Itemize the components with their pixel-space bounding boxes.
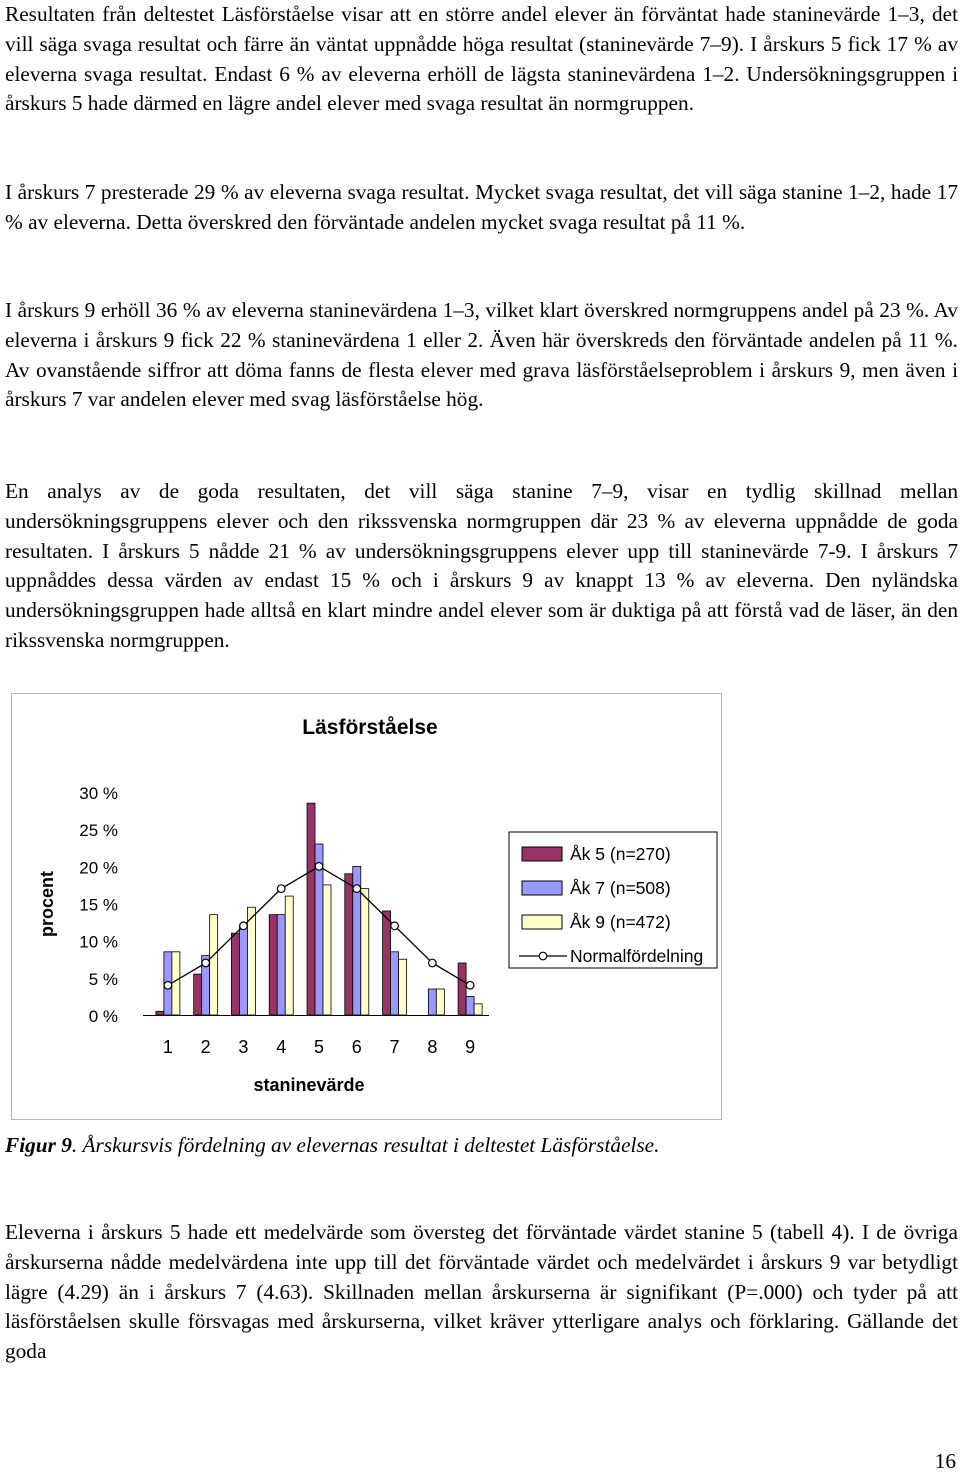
y-tick-label: 0 % xyxy=(88,1007,118,1026)
normal-point xyxy=(429,959,437,967)
bar xyxy=(436,989,444,1015)
bar xyxy=(323,885,331,1015)
paragraph-1: Resultaten från deltestet Läsförståelse visar att en större andel elever än förväntat hade staninevärde 1–3, det vill säga svaga resultat och färre än väntat uppnådde höga resultat (staninevärde 7–9). I årskurs 5 fick 17 % av eleverna svaga resultat. Endast 6 % av eleverna erhöll de lägsta staninevärdena 1–2. Undersökningsgruppen i årskurs 5 hade därmed en lägre andel elever med svaga resultat än normgruppen. xyxy=(5,2,958,116)
bar xyxy=(269,915,277,1015)
bar xyxy=(285,896,293,1015)
bar xyxy=(361,889,369,1015)
bar xyxy=(172,952,180,1015)
chart-container xyxy=(11,693,722,1120)
bar xyxy=(474,1004,482,1015)
y-axis-label: procent xyxy=(37,870,57,938)
bar xyxy=(247,907,255,1015)
paragraph-5: Eleverna i årskurs 5 hade ett medelvärde som översteg det förväntade värdet stanine 5 (tabell 4). I de övriga årskurserna nådde medelvärdena inte upp till det förväntade värdet och medelvärdet i årskurs 9 var betydligt lägre (4.29) än i årskurs 7 (4.63). Skillnaden mellan årskurserna är signifikant (P=.000) och tyder på att läsförståelsen skulle försvagas med årskurserna, vilket kräver ytterligare analys och förklaring. Gällande det goda xyxy=(5,1220,958,1364)
bar xyxy=(307,803,315,1015)
bar xyxy=(210,915,218,1015)
legend-swatch xyxy=(522,881,562,895)
y-tick-label: 5 % xyxy=(88,969,118,989)
y-tick-label: 25 % xyxy=(79,821,118,841)
normal-point xyxy=(202,959,210,967)
x-tick-label: 6 xyxy=(351,1037,362,1057)
bar xyxy=(458,963,466,1015)
bar xyxy=(277,915,285,1015)
normal-point xyxy=(240,922,248,930)
normal-point xyxy=(315,863,323,871)
x-tick-label: 8 xyxy=(427,1037,438,1057)
bar xyxy=(383,911,391,1015)
normal-point xyxy=(353,885,361,893)
legend-label: Åk 7 (n=508) xyxy=(570,878,671,898)
normal-point xyxy=(466,981,474,989)
page-number: 16 xyxy=(934,1449,956,1473)
normal-point xyxy=(391,922,399,930)
x-axis-label: staninevärde xyxy=(253,1075,365,1095)
figure-caption-text: . Årskursvis fördelning av elevernas resultat i deltestet Läsförståelse. xyxy=(71,1133,660,1157)
bar xyxy=(391,952,399,1015)
bar xyxy=(345,874,353,1015)
reading-comprehension-chart xyxy=(12,694,723,1121)
x-tick-label: 7 xyxy=(389,1037,400,1057)
paragraph-2: I årskurs 7 presterade 29 % av eleverna svaga resultat. Mycket svaga resultat, det vill säga stanine 1–2, hade 17 % av eleverna. Detta överskred den förväntade andelen mycket svaga resultat på 11 %. xyxy=(5,180,958,234)
bar xyxy=(399,959,407,1015)
y-tick-label: 20 % xyxy=(79,858,118,878)
bar xyxy=(239,926,247,1015)
legend-marker xyxy=(539,952,547,960)
bar xyxy=(466,996,474,1015)
legend-label: Normalfördelning xyxy=(570,946,704,966)
bar xyxy=(231,933,239,1015)
bar xyxy=(156,1011,164,1015)
x-tick-label: 2 xyxy=(200,1037,211,1057)
y-tick-label: 30 % xyxy=(79,784,118,803)
y-tick-label: 15 % xyxy=(79,895,118,915)
normal-point xyxy=(277,885,285,893)
normal-point xyxy=(164,981,172,989)
x-tick-label: 3 xyxy=(238,1037,249,1057)
bar xyxy=(194,974,202,1015)
x-tick-label: 5 xyxy=(313,1037,325,1057)
chart-title: Läsförståelse xyxy=(302,716,438,739)
legend-label: Åk 9 (n=472) xyxy=(570,912,671,932)
x-tick-label: 1 xyxy=(162,1037,173,1057)
legend-label: Åk 5 (n=270) xyxy=(570,844,671,864)
y-tick-label: 10 % xyxy=(79,932,118,952)
x-tick-label: 4 xyxy=(276,1037,287,1057)
figure-label: Figur 9 xyxy=(5,1133,72,1157)
figure-caption xyxy=(5,1130,659,1160)
paragraph-3: I årskurs 9 erhöll 36 % av eleverna staninevärdena 1–3, vilket klart överskred normgruppens andel på 23 %. Av eleverna i årskurs 9 fick 22 % staninevärdena 1 eller 2. Även här överskreds den förväntade andelen på 11 %. Av ovanstående siffror att döma fanns de flesta elever med grava läsförståelseproblem i årskurs 9, men även i årskurs 7 var andelen elever med svag läsförståelse hög. xyxy=(5,298,958,412)
legend-swatch xyxy=(522,847,562,861)
bar xyxy=(428,989,436,1015)
x-tick-label: 9 xyxy=(465,1037,476,1057)
paragraph-4: En analys av de goda resultaten, det vill säga stanine 7–9, visar en tydlig skillnad mellan undersökningsgruppens elever och den rikssvenska normgruppen där 23 % av eleverna uppnådde de goda resultaten. I årskurs 5 nådde 21 % av undersökningsgruppens elever upp till staninevärde 7-9. I årskurs 7 uppnåddes dessa värden av endast 15 % och i årskurs 9 av knappt 13 % av eleverna. Den nyländska undersökningsgruppen hade alltså en klart mindre andel elever som är duktiga på att förstå vad de läser, än den rikssvenska normgruppen. xyxy=(5,479,958,652)
legend-swatch xyxy=(522,915,562,929)
